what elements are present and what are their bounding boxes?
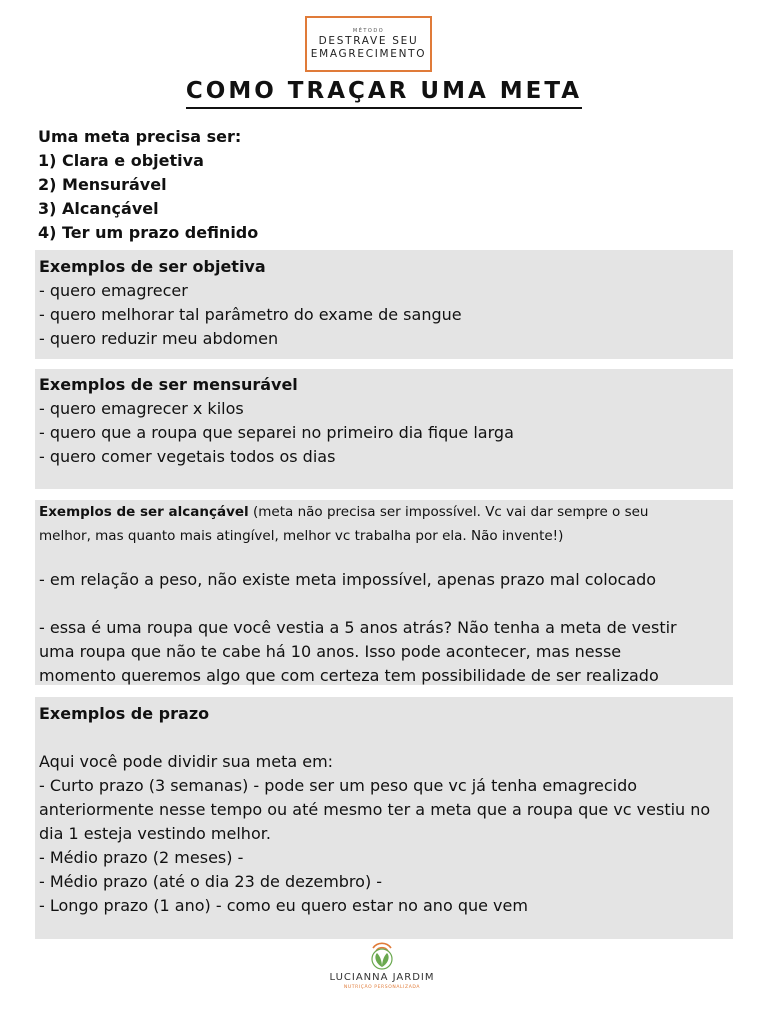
box-item-cont: momento queremos algo que com certeza tem possibilidade de ser realizado <box>39 666 659 685</box>
box-heading: Exemplos de ser mensurável <box>39 375 298 394</box>
leaf-icon <box>367 942 397 970</box>
box-heading: Exemplos de prazo <box>39 704 210 723</box>
page-title-wrap <box>0 76 768 109</box>
achievable-examples-box <box>35 500 733 685</box>
intro-list <box>38 125 738 245</box>
box-heading: Exemplos de ser alcançável <box>39 504 249 520</box>
intro-item: 3) Alcançável <box>38 199 159 218</box>
measurable-examples-box <box>35 369 733 489</box>
box-item: - quero que a roupa que separei no primeiro dia fique larga <box>39 423 514 442</box>
deadline-examples-box <box>35 697 733 939</box>
method-logo <box>305 16 432 72</box>
box-note: (meta não precisa ser impossível. Vc vai dar sempre o seu <box>252 504 649 520</box>
intro-item: 1) Clara e objetiva <box>38 151 204 170</box>
intro-item: 2) Mensurável <box>38 175 167 194</box>
box-item: - quero reduzir meu abdomen <box>39 329 279 348</box>
logo-line-1: DESTRAVE SEU <box>318 34 419 47</box>
brand-name: LUCIANNA JARDIM <box>329 972 435 983</box>
logo-small-text: MÉTODO <box>352 27 385 34</box>
box-item: - em relação a peso, não existe meta impossível, apenas prazo mal colocado <box>39 570 657 589</box>
objective-examples-box <box>35 250 733 359</box>
box-item: - Médio prazo (até o dia 23 de dezembro) - <box>39 872 383 891</box>
box-item: - quero emagrecer <box>39 281 188 300</box>
intro-heading: Uma meta precisa ser: <box>38 127 242 146</box>
box-item: - Curto prazo (3 semanas) - pode ser um peso que vc já tenha emagrecido <box>39 776 638 795</box>
logo-line-2: EMAGRECIMENTO <box>310 47 427 60</box>
box-intro: Aqui você pode dividir sua meta em: <box>39 752 334 771</box>
page-title: COMO TRAÇAR UMA META <box>186 76 582 109</box>
brand-logo <box>322 942 442 1002</box>
box-heading: Exemplos de ser objetiva <box>39 257 266 276</box>
box-item-cont: anteriormente nesse tempo ou até mesmo ter a meta que a roupa que vc vestiu no <box>39 800 711 819</box>
brand-subtitle: NUTRIÇÃO PERSONALIZADA <box>343 985 421 990</box>
box-item: - Longo prazo (1 ano) - como eu quero estar no ano que vem <box>39 896 528 915</box>
box-item-cont: uma roupa que não te cabe há 10 anos. Isso pode acontecer, mas nesse <box>39 642 622 661</box>
intro-item: 4) Ter um prazo definido <box>38 223 259 242</box>
box-item: - quero comer vegetais todos os dias <box>39 447 336 466</box>
box-item: - quero emagrecer x kilos <box>39 399 244 418</box>
box-heading-line <box>39 500 729 524</box>
box-item: - Médio prazo (2 meses) - <box>39 848 244 867</box>
box-item-cont: dia 1 esteja vestindo melhor. <box>39 824 271 843</box>
box-item: - essa é uma roupa que você vestia a 5 anos atrás? Não tenha a meta de vestir <box>39 618 677 637</box>
box-note-cont: melhor, mas quanto mais atingível, melhor vc trabalha por ela. Não invente!) <box>39 528 564 544</box>
box-item: - quero melhorar tal parâmetro do exame de sangue <box>39 305 462 324</box>
